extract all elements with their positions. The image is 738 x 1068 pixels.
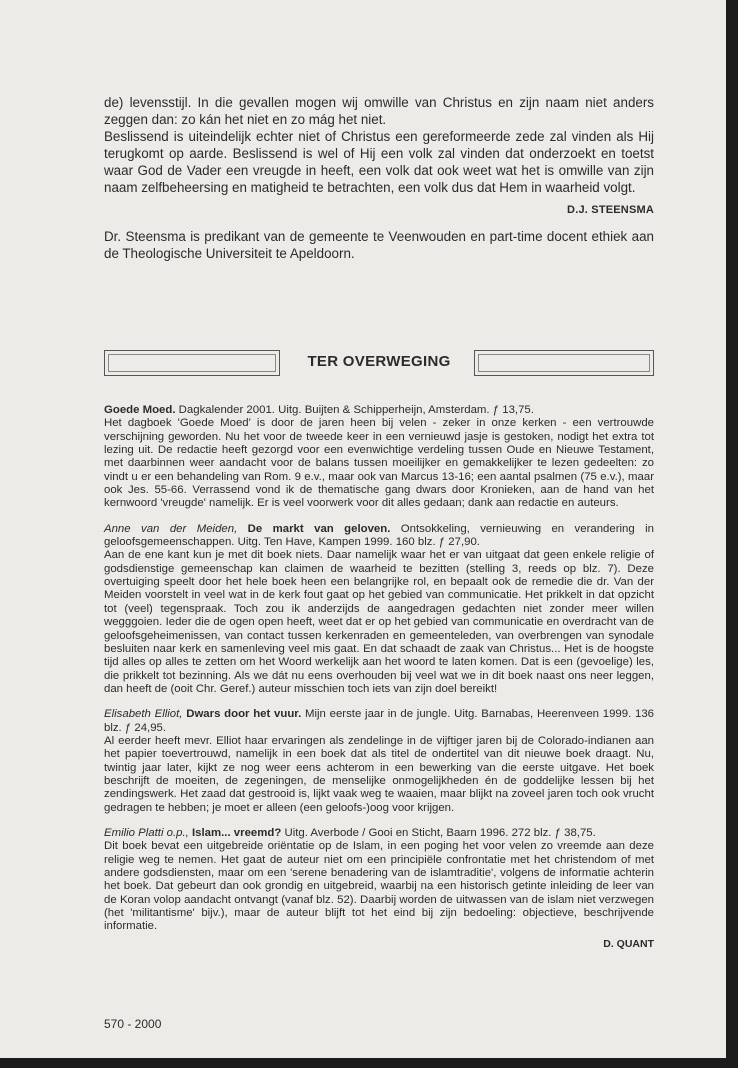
scan-edge-bottom xyxy=(0,1058,738,1068)
review-heading xyxy=(104,827,654,840)
review-item xyxy=(104,404,654,511)
section-banner xyxy=(104,350,654,378)
review-author: Elisabeth Elliot, xyxy=(104,708,183,721)
section-title: TER OVERWEGING xyxy=(307,353,451,370)
review-heading xyxy=(104,523,654,550)
review-item xyxy=(104,827,654,934)
author-bio: Dr. Steensma is predikant van de gemeente te Veenwouden en part-time docent ethiek aan de Theologische Universiteit te Apeldoorn. xyxy=(104,229,654,261)
review-title: Goede Moed. xyxy=(104,404,176,416)
review-title: Islam... vreemd? xyxy=(192,826,282,839)
review-body: Al eerder heeft mevr. Elliot haar ervaringen als zendelinge in de vijftiger jaren bij de Colorado-indianen aan het papier toevertrouwd, namelijk in een boek dat als titel de ondertitel van dit nieuwe boek draagt. Nu, twintig jaar later, kijkt ze nog weer eens achterom in een bewerking van die eerste uitgave. Het boek beschrijft de moeiten, de zegeningen, de menselijke onmogelijkheden én de goddelijke lessen bij het zendingswerk. Het zaad dat gestrooid is, lijkt vaak weg te waaien, maar blijkt na zoveel jaren toch ook vrucht gedragen te hebben; je moet er alleen (een geloofs-)oog voor krijgen. xyxy=(104,734,654,814)
review-author: Emilio Platti o.p., xyxy=(104,826,189,839)
review-meta: Uitg. Averbode / Gooi en Sticht, Baarn 1996. 272 blz. ƒ 38,75. xyxy=(281,826,596,839)
review-author: Anne van der Meiden, xyxy=(104,522,238,535)
review-body: Dit boek bevat een uitgebreide oriëntatie op de Islam, in een poging het voor velen zo vreemde aan deze religie weg te nemen. Het gaat de auteur niet om een principiële confrontatie met het christendom of met andere godsdiensten, maar om een 'serene benadering van de islamtraditie', volgens de informatie achterin het boek. Dat gebeurt dan ook grondig en uitgebreid, waarbij na een historisch getinte inleiding de leer van de Koran volop aandacht ontvangt (vanaf blz. 52). Daarbij worden de uitwassen van de islam niet verzwegen (het 'militantisme' bijv.), maar de auteur blijft tot het eind bij zijn bedoeling: objectieve, beschrijvende informatie. xyxy=(104,840,654,933)
author-signature: D.J. STEENSMA xyxy=(567,204,654,216)
banner-left-frame xyxy=(104,350,280,376)
reviews-section xyxy=(104,404,654,950)
review-meta: Dagkalender 2001. Uitg. Buijten & Schipperheijn, Amsterdam. ƒ 13,75. xyxy=(175,404,534,416)
intro-paragraph: Beslissend is uiteindelijk echter niet of Christus een gereformeerde zede zal vinden als Hij terugkomt op aarde. Beslissend is wel of Hij een volk zal vinden dat onderzoekt en toetst waar God de Vader een vreugde in heeft, een volk dat ook weet wat het is omwille van zijn naam zelfbeheersing en matigheid te betrachten, een volk dus dat Hem in waarheid volgt. xyxy=(104,129,654,195)
review-body: Aan de ene kant kun je met dit boek niets. Daar namelijk waar het er van uitgaat dat geen enkele religie of godsdienstige gemeenschap kan claimen de waarheid te bezitten (stelling 3, reeds op blz. 7). Deze overtuiging speelt door het hele boek heen een belangrijke rol, en bepaalt ook de remedie die dr. Van der Meiden voorstelt in veel wat in de kerk fout gaat op het gebied van communicatie. Het prikkelt in dat opzicht tot (veel) tegenspraak. Toch zou ik anderzijds de aangedragen gedachten niet zonder meer willen wegggoien. Ieder die de ogen open heeft, weet dat er op het gebied van communicatie en overdracht van de geloofsgeheimenissen, van contact tussen kerkenraden en gemeenteleden, van overbrengen van synodale besluiten naar kerk en samenleving veel mis gaat. En dat schaadt de zaak van Christus... Het is de hoogste tijd alles op alles te zetten om het Woord werkelijk aan het woord te laten komen. Dat is een (gevoelige) les, die prikkelt tot bezinning. Als we dát nu eens overhouden bij veel wat we in dit boek naast ons neer leggen, dan heeft de (ooit Chr. Geref.) auteur misschien toch iets van zijn doel bereikt! xyxy=(104,549,654,695)
reviewer-signature: D. QUANT xyxy=(603,937,654,950)
review-title: Dwars door het vuur. xyxy=(186,708,302,721)
page-number: 570 - 2000 xyxy=(104,1017,162,1031)
review-heading xyxy=(104,708,654,735)
review-item xyxy=(104,523,654,696)
intro-section xyxy=(104,94,654,262)
banner-right-frame xyxy=(474,350,654,376)
review-body: Het dagboek 'Goede Moed' is door de jaren heen bij velen - zeker in onze kerken - een vertrouwde verschijning geworden. Nu het voor de tweede keer in een vernieuwd jasje is gestoken, nodigt het extra tot lezing uit. De redactie heeft gezorgd voor een evenwichtige verdeling tussen Oude en Nieuwe Testament, met daarbinnen weer aandacht voor de balans tussen moeilijker en gemakkelijker te lezen gedeelten: zo vindt u er een behandeling van Rom. 9 e.v., maar ook van Marcus 13-16; een aantal psalmen (75 e.v.), maar ook Jes. 55-66. Verrassend vond ik de thematische gang dwars door Kronieken, aan de hand van het kernwoord 'vreugde' namelijk. Er is veel voorwerk voor dit alles gedaan; dank aan redactie en auteurs. xyxy=(104,417,654,510)
review-heading xyxy=(104,404,654,417)
review-title: De markt van geloven. xyxy=(247,522,391,535)
review-item xyxy=(104,708,654,815)
intro-paragraph: de) levensstijl. In die gevallen mogen wij omwille van Christus en zijn naam niet anders zeggen dan: zo kán het niet en zo mág het niet. xyxy=(104,95,654,127)
scan-edge-right xyxy=(726,0,738,1068)
review-meta: Mijn eerste jaar in de jungle. Uitg. Barnabas, Heerenveen 1999. 136 blz. ƒ 24,95. xyxy=(104,708,654,734)
review-meta: Ontsokkeling, vernieuwing en verandering in geloofsgemeenschappen. Uitg. Ten Have, Kampen 1999. 160 blz. ƒ 27,90. xyxy=(104,522,654,549)
